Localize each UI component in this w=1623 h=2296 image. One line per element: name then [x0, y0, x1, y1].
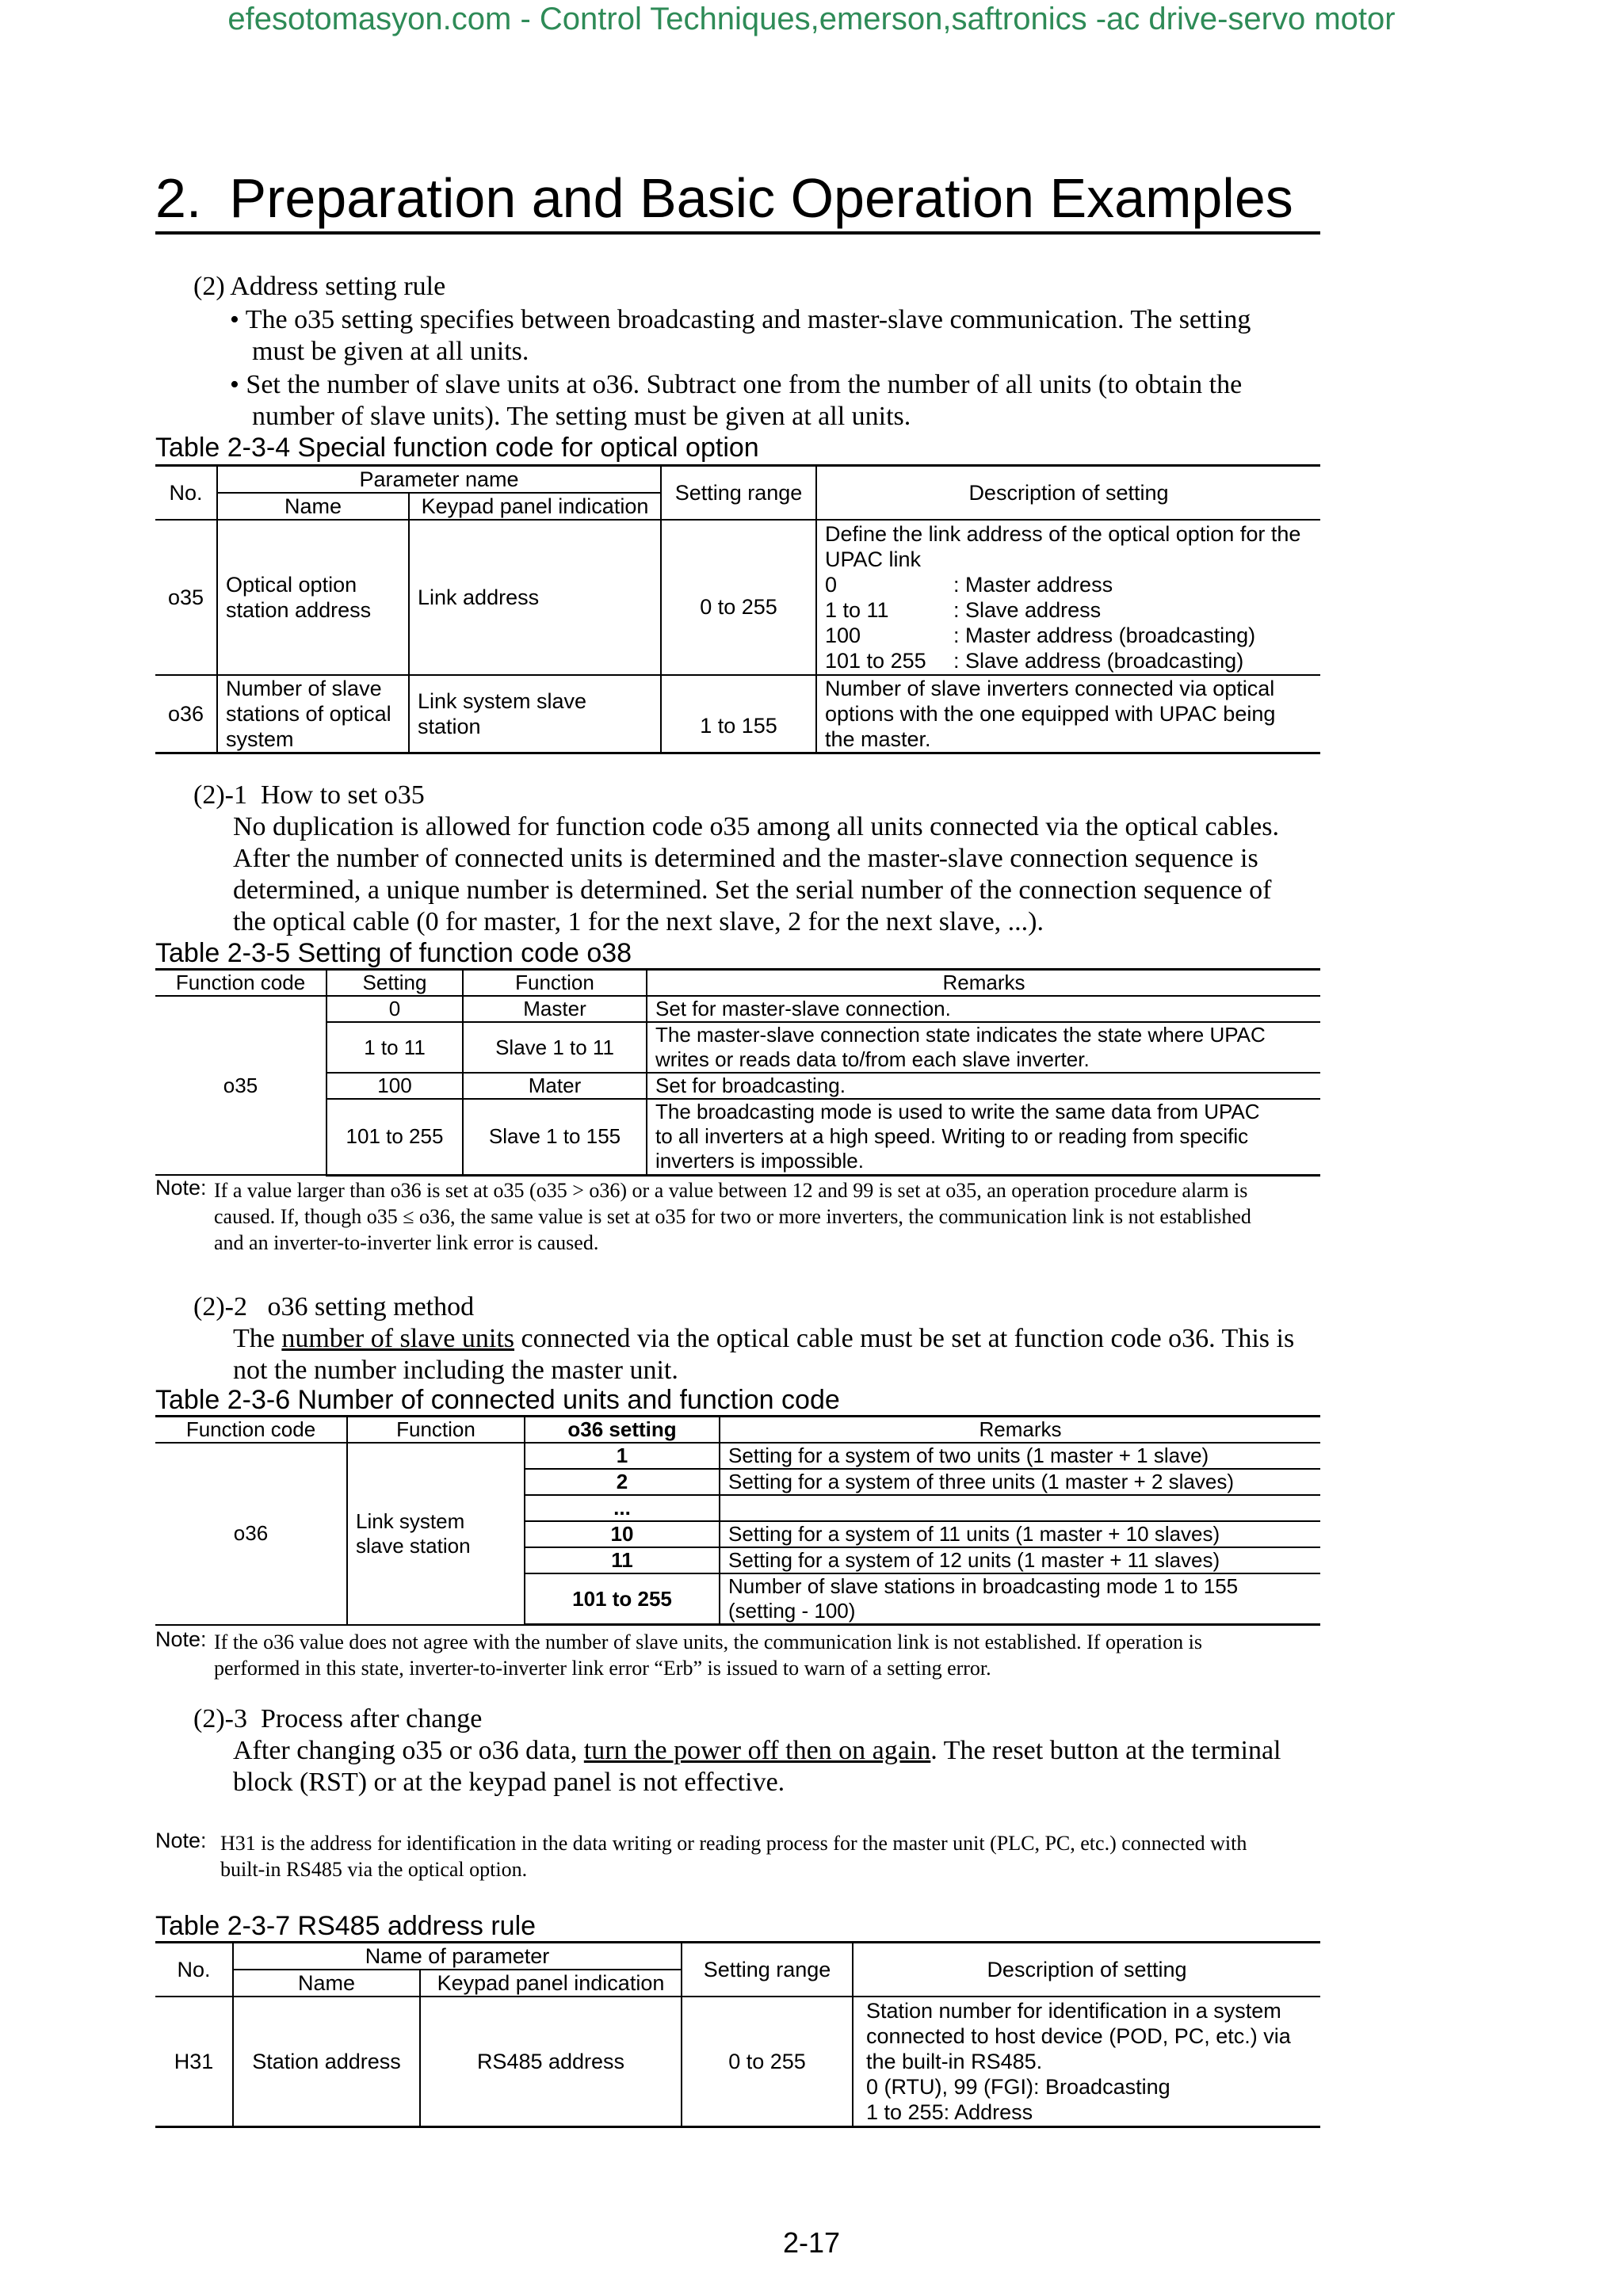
- para-line: block (RST) or at the keypad panel is not effective.: [233, 1768, 785, 1797]
- desc-text: : Master address: [953, 573, 1113, 597]
- cell-description: [853, 1997, 1320, 2126]
- cell-no: o35: [155, 520, 217, 675]
- cell-function: [347, 1443, 525, 1625]
- address-rule-bullet-2: [230, 369, 1242, 433]
- table-row: [155, 996, 1320, 1022]
- col-header-remarks: Remarks: [647, 970, 1320, 997]
- cell-remarks: Set for broadcasting.: [647, 1073, 1320, 1099]
- site-banner: efesotomasyon.com - Control Techniques,emerson,saftronics -ac drive-servo motor: [227, 2, 1396, 36]
- para-text: connected via the optical cable must be set at function code o36. This is: [514, 1324, 1295, 1353]
- bullet-1-line-1: • The o35 setting specifies between broadcasting and master-slave communication. The setting: [230, 305, 1251, 334]
- cell-remarks: [647, 1099, 1320, 1175]
- desc-line: Number of slave inverters connected via optical: [825, 677, 1275, 700]
- cell-remarks: Setting for a system of 12 units (1 master + 11 slaves): [720, 1547, 1320, 1573]
- desc-text: : Slave address: [953, 598, 1102, 622]
- table-row: [155, 520, 1320, 675]
- bullet-2-line-2: number of slave units). The setting must be given at all units.: [252, 402, 911, 431]
- rs485-address-rule-table: [155, 1941, 1320, 2128]
- address-rule-bullet-1: [230, 304, 1251, 368]
- col-header-setting-range: Setting range: [682, 1943, 853, 1997]
- table-2-3-4-caption: Table 2-3-4 Special function code for optical option: [155, 433, 759, 463]
- note-line: built-in RS485 via the optical option.: [220, 1858, 528, 1881]
- special-function-code-table: [155, 464, 1320, 754]
- cell-o36-setting: 2: [525, 1469, 720, 1495]
- desc-value-line: [825, 572, 1312, 597]
- o36-note: [214, 1629, 1331, 1681]
- table-2-3-7-caption: Table 2-3-7 RS485 address rule: [155, 1911, 537, 1941]
- h31-note: [220, 1830, 1330, 1882]
- remarks-line: writes or reads data to/from each slave inverter.: [655, 1047, 1090, 1071]
- col-header-function-code: Function code: [155, 1417, 347, 1444]
- cell-name: Station address: [233, 1997, 420, 2126]
- cell-remarks: [720, 1495, 1320, 1521]
- function-line: slave station: [356, 1533, 471, 1558]
- note-line: If a value larger than o36 is set at o35 (o35 > o36) or a value between 12 and 99 is set at o35, an operation procedure alarm is: [214, 1179, 1248, 1202]
- cell-remarks: Set for master-slave connection.: [647, 996, 1320, 1022]
- cell-keypad-line: station: [418, 715, 481, 738]
- desc-line: 0 (RTU), 99 (FGI): Broadcasting: [866, 2074, 1170, 2099]
- cell-setting: 0: [327, 996, 463, 1022]
- cell-name: [217, 520, 409, 675]
- note-line: H31 is the address for identification in the data writing or reading process for the master unit (PLC, PC, etc.) connected with: [220, 1832, 1247, 1855]
- col-header-parameter-name: Parameter name: [217, 466, 661, 494]
- remarks-line: The broadcasting mode is used to write the same data from UPAC: [655, 1100, 1260, 1124]
- table-row: [155, 1022, 1320, 1073]
- col-header-no: No.: [155, 466, 217, 521]
- para-underlined: number of slave units: [281, 1324, 515, 1353]
- connected-units-table: [155, 1415, 1320, 1626]
- para-text: The: [233, 1324, 282, 1353]
- cell-name-line: station address: [226, 598, 372, 622]
- bullet-1-line-2: must be given at all units.: [252, 337, 529, 366]
- desc-line: 1 to 255: Address: [866, 2100, 1033, 2124]
- cell-o36-setting: 11: [525, 1547, 720, 1573]
- cell-description: [816, 520, 1320, 675]
- note-line: and an inverter-to-inverter link error is caused.: [214, 1231, 599, 1254]
- cell-o36-setting: 10: [525, 1521, 720, 1547]
- cell-setting: 1 to 11: [327, 1022, 463, 1073]
- cell-function: Master: [463, 996, 647, 1022]
- desc-text: : Master address (broadcasting): [953, 624, 1256, 647]
- desc-line: options with the one equipped with UPAC being: [825, 702, 1276, 726]
- col-header-setting: Setting: [327, 970, 463, 997]
- desc-value: 0: [825, 573, 838, 597]
- cell-remarks: [647, 1022, 1320, 1073]
- col-header-o36-setting: o36 setting: [525, 1417, 720, 1444]
- table-2-3-6-caption: Table 2-3-6 Number of connected units and function code: [155, 1385, 840, 1415]
- para-underlined: turn the power off then on again: [583, 1736, 931, 1765]
- cell-remarks: [720, 1573, 1320, 1625]
- cell-name-line: Number of slave: [226, 677, 382, 700]
- cell-remarks: Setting for a system of two units (1 master + 1 slave): [720, 1443, 1320, 1469]
- cell-o36-setting: ...: [525, 1495, 720, 1521]
- remarks-line: (setting - 100): [728, 1599, 856, 1623]
- para-text: After changing o35 or o36 data,: [233, 1736, 584, 1765]
- col-header-description: Description of setting: [853, 1943, 1320, 1997]
- note-line: performed in this state, inverter-to-inverter link error “Erb” is issued to warn of a setting error.: [214, 1657, 991, 1680]
- desc-value-line: [825, 648, 1312, 673]
- desc-value: 100: [825, 624, 861, 647]
- col-header-keypad: Keypad panel indication: [409, 493, 661, 520]
- table-row: [155, 1997, 1320, 2126]
- para-line: the optical cable (0 for master, 1 for the next slave, 2 for the next slave, ...).: [233, 907, 1044, 936]
- cell-setting: 101 to 255: [327, 1099, 463, 1175]
- function-line: Link system: [356, 1508, 465, 1533]
- col-header-name: Name: [217, 493, 409, 520]
- cell-range: 0 to 255: [682, 1997, 853, 2126]
- col-header-function: Function: [463, 970, 647, 997]
- o36-section-heading: (2)-2 o36 setting method: [193, 1292, 475, 1322]
- table-row: [155, 1073, 1320, 1099]
- table-row: [155, 675, 1320, 753]
- cell-setting: 100: [327, 1073, 463, 1099]
- table-2-3-5-caption: Table 2-3-5 Setting of function code o38: [155, 938, 632, 968]
- cell-range: 1 to 155: [661, 675, 816, 753]
- para-line: [233, 1735, 1281, 1767]
- cell-name-line: system: [226, 727, 294, 751]
- para-line: [233, 1323, 1294, 1355]
- cell-keypad-line: Link system slave: [418, 689, 587, 713]
- col-header-parameter-name: Name of parameter: [233, 1943, 682, 1970]
- cell-name: [217, 675, 409, 753]
- desc-line: connected to host device (POD, PC, etc.) via: [866, 2023, 1291, 2048]
- desc-value: 101 to 255: [825, 649, 926, 673]
- desc-line: Station number for identification in a system: [866, 1998, 1281, 2023]
- cell-range: 0 to 255: [661, 520, 816, 675]
- para-line: No duplication is allowed for function code o35 among all units connected via the optical cables.: [233, 812, 1279, 841]
- desc-line: UPAC link: [825, 547, 922, 571]
- cell-name-line: stations of optical: [226, 702, 391, 726]
- note-line: caused. If, though o35 ≤ o36, the same value is set at o35 for two or more inverters, the communication link is not established: [214, 1205, 1251, 1228]
- cell-keypad: RS485 address: [420, 1997, 682, 2126]
- process-section-heading: (2)-3 Process after change: [193, 1704, 483, 1733]
- cell-function: Mater: [463, 1073, 647, 1099]
- para-text: . The reset button at the terminal: [930, 1736, 1281, 1765]
- cell-o36-setting: 1: [525, 1443, 720, 1469]
- desc-value: 1 to 11: [825, 598, 889, 622]
- col-header-name: Name: [233, 1970, 420, 1997]
- cell-function-code: o35: [155, 996, 327, 1175]
- o35-note: [214, 1177, 1331, 1256]
- desc-value-line: [825, 623, 1312, 648]
- desc-line: the master.: [825, 727, 931, 751]
- note-label: Note:: [155, 1176, 207, 1199]
- cell-keypad: [409, 675, 661, 753]
- col-header-setting-range: Setting range: [661, 466, 816, 521]
- remarks-line: to all inverters at a high speed. Writing to or reading from specific: [655, 1124, 1249, 1149]
- desc-line: the built-in RS485.: [866, 2049, 1043, 2073]
- note-line: If the o36 value does not agree with the number of slave units, the communication link is not established. If operation is: [214, 1630, 1202, 1653]
- table-row: [155, 1443, 1320, 1469]
- chapter-title-rule: [155, 231, 1320, 235]
- para-line: not the number including the master unit.: [233, 1356, 678, 1385]
- cell-function: Slave 1 to 11: [463, 1022, 647, 1073]
- cell-description: [816, 675, 1320, 753]
- col-header-description: Description of setting: [816, 466, 1320, 521]
- o36-section-body: [233, 1323, 1294, 1386]
- para-line: After the number of connected units is determined and the master-slave connection sequence is: [233, 844, 1258, 873]
- remarks-line: inverters is impossible.: [655, 1149, 864, 1173]
- col-header-remarks: Remarks: [720, 1417, 1320, 1444]
- cell-no: H31: [155, 1997, 233, 2126]
- desc-value-line: [825, 597, 1312, 623]
- process-section-body: [233, 1735, 1281, 1798]
- col-header-keypad: Keypad panel indication: [420, 1970, 682, 1997]
- cell-function-code: o36: [155, 1443, 347, 1625]
- cell-name-line: Optical option: [226, 573, 357, 597]
- cell-no: o36: [155, 675, 217, 753]
- note-label: Note:: [155, 1829, 207, 1852]
- table-row: [155, 1099, 1320, 1175]
- bullet-2-line-1: • Set the number of slave units at o36. Subtract one from the number of all units (to obtain the: [230, 370, 1243, 399]
- remarks-line: Number of slave stations in broadcasting mode 1 to 155: [728, 1574, 1239, 1598]
- cell-remarks: Setting for a system of three units (1 master + 2 slaves): [720, 1469, 1320, 1495]
- para-line: determined, a unique number is determined. Set the serial number of the connection sequence of: [233, 875, 1272, 905]
- cell-o36-setting: 101 to 255: [525, 1573, 720, 1625]
- cell-function: Slave 1 to 155: [463, 1099, 647, 1175]
- o35-section-heading: (2)-1 How to set o35: [193, 780, 425, 810]
- page-number: 2-17: [782, 2226, 841, 2259]
- cell-keypad: Link address: [409, 520, 661, 675]
- col-header-function-code: Function code: [155, 970, 327, 997]
- o35-section-body: [233, 811, 1279, 938]
- col-header-no: No.: [155, 1943, 233, 1997]
- cell-remarks: Setting for a system of 11 units (1 master + 10 slaves): [720, 1521, 1320, 1547]
- note-label: Note:: [155, 1627, 207, 1651]
- address-rule-heading: (2) Address setting rule: [193, 272, 446, 301]
- chapter-title: 2. Preparation and Basic Operation Examples: [155, 167, 1293, 229]
- col-header-function: Function: [347, 1417, 525, 1444]
- desc-line: Define the link address of the optical option for the: [825, 522, 1301, 546]
- function-code-o38-table: [155, 968, 1320, 1177]
- remarks-line: The master-slave connection state indicates the state where UPAC: [655, 1023, 1266, 1047]
- desc-text: : Slave address (broadcasting): [953, 649, 1244, 673]
